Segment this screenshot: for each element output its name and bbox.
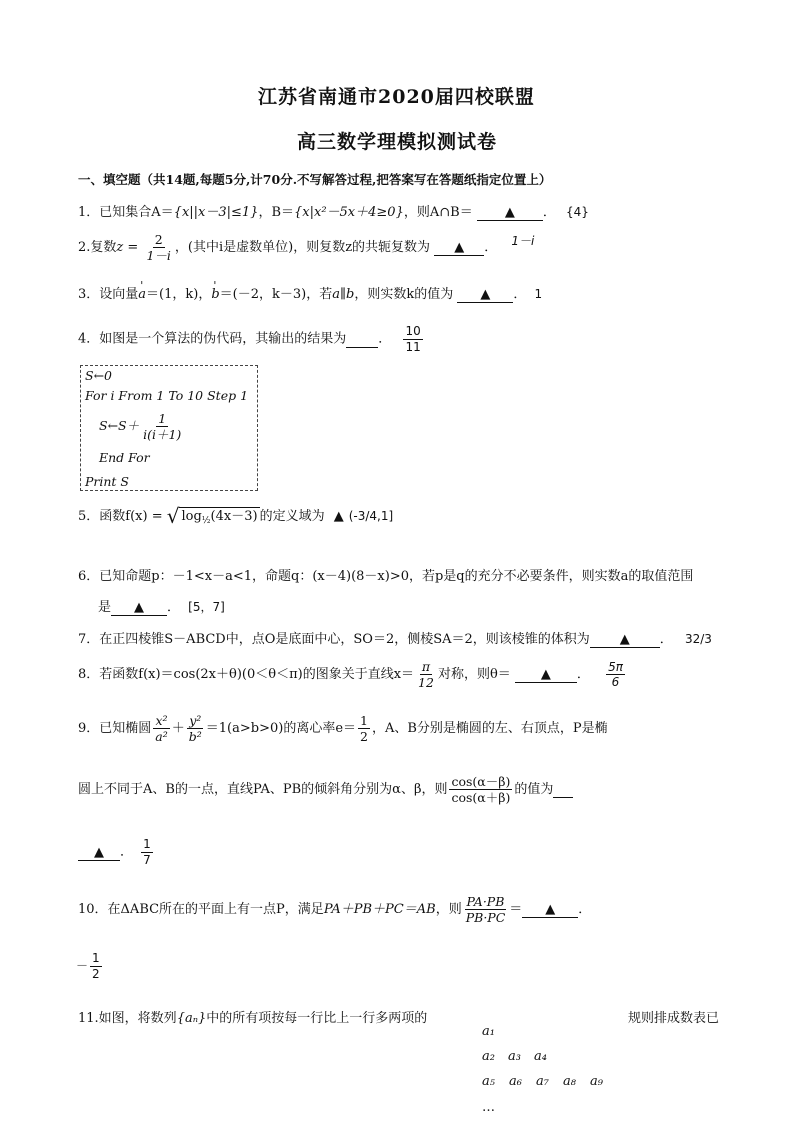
answer-blank: ▲ — [515, 668, 577, 683]
question-6-line-2: 是 ▲ ． [5，7] — [98, 600, 225, 615]
answer-6: [5，7] — [188, 600, 225, 614]
question-3: 3．设向量' a＝(1，k)，' b＝(－2，k－3)，若a∥b，则实数k的值为 ▲ ． 1 — [78, 288, 542, 303]
question-4: 4．如图是一个算法的伪代码，其输出的结果为 ． $\frac{10}{11}$ — [78, 324, 421, 354]
answer-blank: ▲ — [522, 903, 578, 918]
answer-3: 1 — [534, 287, 543, 301]
question-7: 7．在正四棱锥S－ABCD中，点O是底面中心，SO＝2，侧棱SA＝2，则该棱锥的体积为 ▲ ． 32/3 — [78, 632, 712, 647]
answer-9: $\frac{1}{7}$ — [143, 837, 151, 867]
fraction: $\frac{\cos(\alpha-\beta)}{\cos(\alpha+\beta)}$ — [451, 774, 511, 806]
answer-blank: ▲ — [333, 509, 344, 524]
answer-2: 1－i — [511, 234, 535, 249]
fraction: $\frac{\text{y²}}{\text{b²}}$ — [188, 713, 202, 745]
vector-a: ' a — [138, 288, 146, 301]
array-row-4: … — [482, 1100, 495, 1115]
question-9-line-1: 9．已知椭圆 $\frac{\text{x²}}{\text{a²}}$ ＋ $\frac{\text{y²}}{\text{b²}}$ ＝1(a>b>0)的离心率e＝ $\frac{1}{2}$ ，A、B分别是椭圆的左、右顶点，P是椭 — [78, 713, 608, 745]
fraction: $\frac{1}{i(i+1)}$ — [143, 411, 182, 443]
answer-7: 32/3 — [684, 632, 712, 646]
answer-blank — [553, 783, 573, 798]
answer-blank: ▲ — [590, 633, 660, 648]
answer-10: － $\frac{1}{2}$ — [76, 951, 100, 981]
question-9-line-2: 圆上不同于A、B的一点，直线PA、PB的倾斜角分别为α、β，则 $\frac{\cos(\alpha-\beta)}{\cos(\alpha+\beta)}$ 的值为 — [78, 775, 573, 804]
answer-4: $\frac{10}{11}$ — [405, 324, 421, 354]
question-8: 8．若函数f(x)＝cos(2x＋θ)(0＜θ＜π)的图象关于直线x＝ $\frac{\pi}{12}$ 对称，则θ＝ ▲ ． $\frac{5\pi}{6}$ — [78, 659, 623, 691]
answer-blank — [346, 333, 378, 348]
fraction: $\frac{\pi}{12}$ — [418, 659, 434, 691]
question-5: 5．函数f(x) = √ $\log_{\frac{1}{2}}(4x-3)$ 的定义域为 ▲ (-3/4,1] — [78, 504, 394, 528]
code-line-3: S←S＋ $\frac{1}{i(i+1)}$ — [99, 411, 182, 443]
question-11-tail: 规则排成数表已 — [628, 1011, 720, 1026]
code-line-4: End For — [99, 450, 150, 465]
pseudocode-box — [80, 365, 258, 491]
question-2: 2.复数z = $\frac{2}{1-i}$ ，(其中i是虚数单位)，则复数z的共轭复数为 ▲ ． 1－i — [78, 232, 535, 264]
question-1: 1．已知集合A＝{x||x－3|≤1}，B＝{x|x²－5x＋4≥0}，则A∩B＝ ▲ ． {4} — [78, 205, 589, 220]
answer-8: $\frac{5\pi}{6}$ — [608, 659, 623, 690]
question-9-answer-line: ▲ ． $\frac{1}{7}$ — [78, 838, 155, 866]
fraction: $\frac{2}{1-i}$ — [146, 232, 171, 264]
question-10: 10．在ΔABC所在的平面上有一点P，满足PA＋PB＋PC＝AB，则 $\frac{PA\cdot PB}{PB\cdot PC}$ ＝ ▲ ． — [78, 894, 592, 926]
array-row-2: a₂ a₃ a₄ — [482, 1049, 547, 1064]
question-6-line-1: 6．已知命题p：－1<x－a<1，命题q：(x－4)(8－x)>0，若p是q的充分不必要条件，则实数a的取值范围 — [78, 569, 694, 584]
fraction: $\frac{1}{2}$ — [360, 713, 368, 745]
answer-5: (-3/4,1] — [348, 509, 394, 523]
code-line-5: Print S — [85, 474, 129, 489]
title-line-1: 江苏省南通市2020届四校联盟 — [258, 86, 535, 108]
answer-blank: ▲ — [434, 241, 484, 256]
sqrt-expression: $\log_{\frac{1}{2}}(4x-3)$ — [181, 509, 258, 526]
title-line-2: 高三数学理模拟测试卷 — [297, 131, 498, 153]
fraction: $\frac{\text{x²}}{\text{a²}}$ — [155, 713, 168, 745]
code-line-1: S←0 — [85, 368, 112, 383]
vector-b: ' b — [211, 288, 219, 301]
answer-blank: ▲ — [477, 206, 543, 221]
answer-blank: ▲ — [111, 601, 167, 616]
array-row-1: a₁ — [482, 1024, 495, 1039]
fraction: $\frac{PA\cdot PB}{PB\cdot PC}$ — [465, 894, 506, 926]
answer-blank: ▲ — [457, 288, 513, 303]
array-row-3: a₅ a₆ a₇ a₈ a₉ — [482, 1074, 603, 1089]
answer-1: {4} — [566, 205, 589, 219]
code-line-2: For i From 1 To 10 Step 1 — [85, 388, 249, 403]
answer-blank: ▲ — [78, 846, 120, 861]
question-11: 11.如图，将数列{aₙ}中的所有项按每一行比上一行多两项的 — [78, 1011, 428, 1026]
fraction: $\frac{1}{2}$ — [92, 951, 100, 981]
section-heading: 一、填空题（共14题,每题5分,计70分.不写解答过程,把答案写在答题纸指定位置上） — [78, 172, 552, 187]
